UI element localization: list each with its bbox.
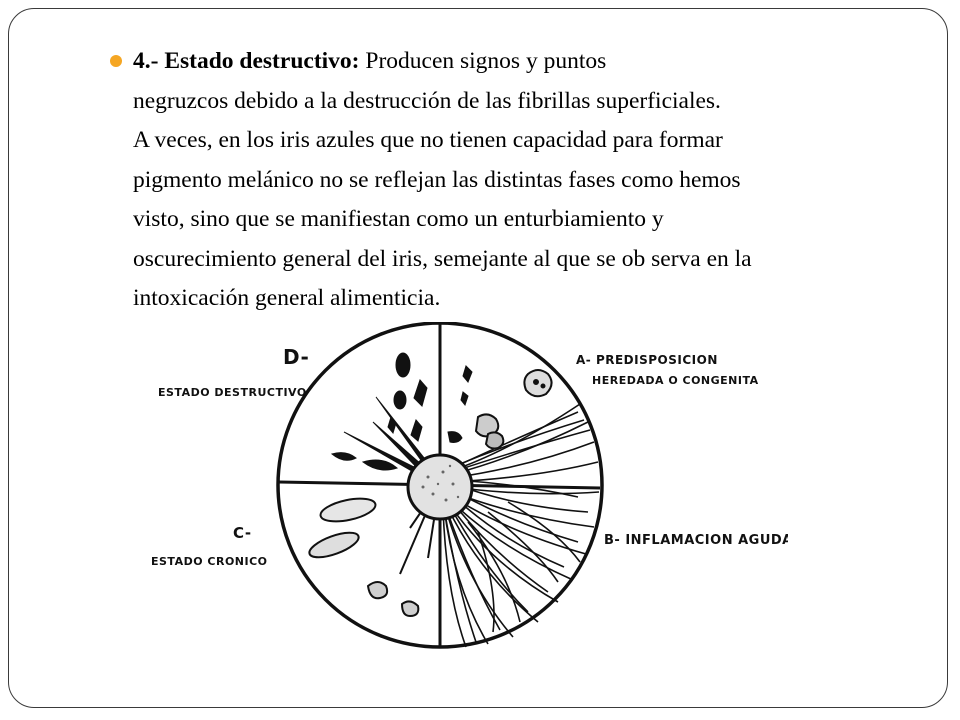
bullet-paragraph — [133, 42, 913, 319]
label-a-line1: A- PREDISPOSICION — [576, 353, 718, 367]
bullet-line-text: Producen signos y puntos — [359, 48, 607, 74]
iris-diagram-svg — [148, 322, 788, 662]
fibers-predisposicion — [448, 412, 590, 472]
pupil — [408, 455, 472, 519]
iris-diagram — [148, 322, 788, 662]
bullet-lead: 4.- Estado destructivo: — [133, 48, 360, 74]
spots-destructivo — [332, 353, 432, 478]
label-c-letter: C- — [233, 524, 252, 542]
bullet-dot-icon — [110, 55, 122, 67]
bullet-line: oscurecimiento general del iris, semejante al que se ob serva en la — [133, 245, 752, 272]
label-a-line2: HEREDADA O CONGENITA — [592, 374, 759, 387]
label-d-text: ESTADO DESTRUCTIVO — [158, 386, 307, 399]
bullet-line: A veces, en los iris azules que no tienen capacidad para formar — [133, 127, 723, 153]
bullet-line: visto, sino que se manifiestan como un enturbiamiento y — [133, 206, 664, 232]
label-b: B- INFLAMACION AGUDA — [604, 533, 788, 548]
label-c-text: ESTADO CRONICO — [151, 555, 268, 568]
bullet-line-1 — [133, 42, 913, 82]
bullet-line: pigmento melánico no se reflejan las distintas fases como hemos — [133, 166, 741, 193]
label-d-letter: D- — [283, 345, 310, 369]
bullet-line: intoxicación general alimenticia. — [133, 285, 441, 311]
bullet-line: negruzcos debido a la destrucción de las fibrillas superficiales. — [133, 87, 721, 114]
